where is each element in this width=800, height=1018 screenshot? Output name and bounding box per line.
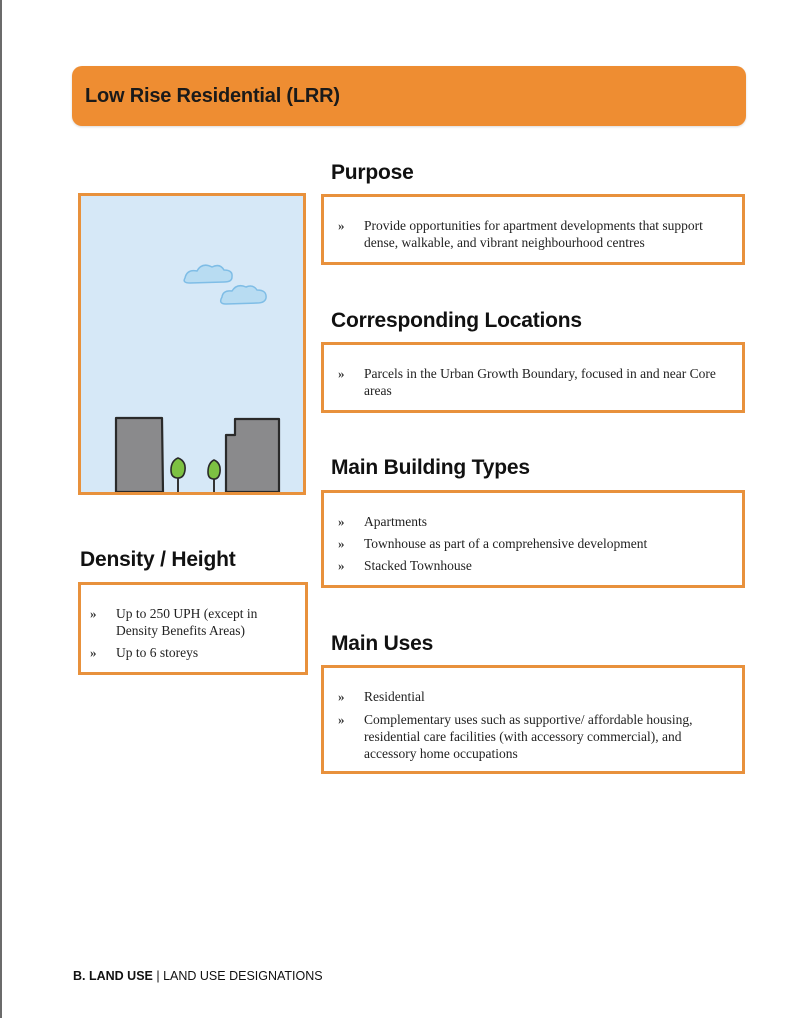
buildings-illustration <box>78 193 306 495</box>
tree-icon <box>171 458 185 492</box>
locations-heading: Corresponding Locations <box>331 309 582 332</box>
building-left <box>116 418 163 492</box>
density-item: » Up to 250 UPH (except in Density Benefits Areas) <box>90 606 258 638</box>
page-title: Low Rise Residential (LRR) <box>85 85 340 107</box>
building-right <box>226 419 279 492</box>
density-item: » Up to 6 storeys <box>90 645 199 660</box>
main-use-item: » Complementary uses such as supportive/ affordable housing, residential care facilities (with accessory commercial), and accessory home occupations <box>338 712 693 761</box>
footer-separator: | <box>156 969 160 983</box>
main-uses-box <box>321 665 745 774</box>
locations-item: » Parcels in the Urban Growth Boundary, focused in and near Core areas <box>338 366 716 398</box>
bullet-icon: » <box>338 536 345 551</box>
tree-icon <box>208 460 220 492</box>
bullet-icon: » <box>338 514 345 529</box>
building-type-item: » Stacked Townhouse <box>338 558 472 573</box>
density-heading: Density / Height <box>80 548 236 571</box>
cloud-icon <box>221 286 266 304</box>
density-box <box>78 582 308 675</box>
main-uses-heading: Main Uses <box>331 632 434 655</box>
cloud-icon <box>184 265 232 283</box>
page-footer <box>73 969 323 983</box>
building-type-item: » Townhouse as part of a comprehensive development <box>338 536 648 551</box>
footer-section: B. LAND USE <box>73 969 153 983</box>
footer-subsection: LAND USE DESIGNATIONS <box>163 969 323 983</box>
purpose-box <box>321 194 745 265</box>
purpose-item: » Provide opportunities for apartment developments that support dense, walkable, and vibrant neighbourhood centres <box>338 218 703 250</box>
page-edge-rule <box>0 0 2 1018</box>
bullet-icon: » <box>338 366 345 381</box>
main-use-item: » Residential <box>338 689 425 704</box>
bullet-icon: » <box>338 218 345 233</box>
building-type-item: » Apartments <box>338 514 427 529</box>
bullet-icon: » <box>338 689 345 704</box>
skyline-graphic <box>81 196 303 492</box>
building-types-heading: Main Building Types <box>331 456 530 479</box>
bullet-icon: » <box>338 712 345 727</box>
building-types-box <box>321 490 745 588</box>
title-banner <box>72 66 746 126</box>
bullet-icon: » <box>90 606 97 621</box>
purpose-heading: Purpose <box>331 161 414 184</box>
bullet-icon: » <box>90 645 97 660</box>
bullet-icon: » <box>338 558 345 573</box>
locations-box <box>321 342 745 413</box>
